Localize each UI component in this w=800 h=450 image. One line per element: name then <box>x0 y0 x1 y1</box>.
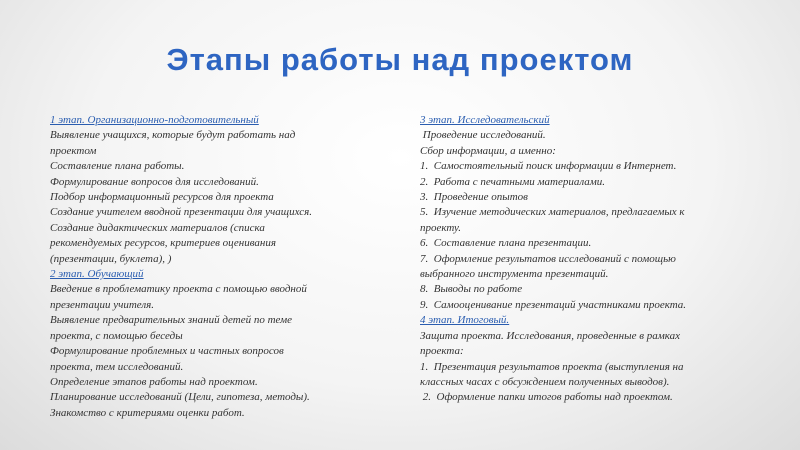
stage2-line: Формулирование проблемных и частных вопросов <box>50 345 284 358</box>
stage1-line: проектом <box>50 144 97 157</box>
stage3-line: 6. Составление плана презентации. <box>420 237 592 250</box>
stage3-line: 7. Оформление результатов исследований с помощью <box>420 252 676 265</box>
stage3-heading[interactable]: 3 этап. Исследовательский <box>420 114 550 126</box>
stage1-line: Выявление учащихся, которые будут работать над <box>50 129 296 142</box>
stage3-line: 5. Изучение методических материалов, предлагаемых к <box>420 206 685 219</box>
stage2-line: презентации учителя. <box>50 298 155 311</box>
stage2-line: Знакомство с критериями оценки работ. <box>50 406 245 419</box>
stage3-line: 1. Самостоятельный поиск информации в Интернет. <box>420 160 677 173</box>
stage2-line: проекта, тем исследований. <box>50 360 184 373</box>
stage2-line: Выявление предварительных знаний детей по теме <box>50 314 293 327</box>
left-column <box>50 113 375 421</box>
stage1-line: Создание дидактических материалов (списка <box>50 221 265 234</box>
stage3-line: Сбор информации, а именно: <box>420 144 556 157</box>
stage3-line: 2. Работа с печатными материалами. <box>420 175 606 188</box>
right-column <box>420 113 750 406</box>
stage2-line: Введение в проблематику проекта с помощью вводной <box>50 283 307 296</box>
stage1-line: (презентации, буклета), ) <box>50 252 172 265</box>
stage1-line: Подбор информационный ресурсов для проекта <box>50 191 274 204</box>
stage3-line: 3. Проведение опытов <box>420 191 528 204</box>
stage4-line: 1. Презентация результатов проекта (выступления на <box>420 360 684 373</box>
stage3-line: Проведение исследований. <box>420 129 546 142</box>
stage2-line: Планирование исследований (Цели, гипотеза, методы). <box>50 391 310 404</box>
stage4-heading[interactable]: 4 этап. Итоговый. <box>420 314 510 327</box>
stage2-heading[interactable]: 2 этап. Обучающий <box>50 268 144 281</box>
stage1-line: Формулирование вопросов для исследований. <box>50 175 259 188</box>
stage2-line: проекта, с помощью беседы <box>50 329 183 342</box>
stage1-heading[interactable]: 1 этап. Организационно-подготовительный <box>50 114 259 126</box>
stage3-line: проекту. <box>420 221 461 234</box>
stage4-line: 2. Оформление папки итогов работы над проектом. <box>420 391 673 404</box>
stage1-line: Составление плана работы. <box>50 160 185 173</box>
stage4-line: проекта: <box>420 345 464 358</box>
slide-title: Этапы работы над проектом <box>166 42 634 77</box>
stage1-line: рекомендуемых ресурсов, критериев оценивания <box>50 237 276 250</box>
stage4-line: классных часах с обсуждением полученных выводов). <box>420 375 670 388</box>
stage4-line: Защита проекта. Исследования, проведенные в рамках <box>420 329 681 342</box>
stage3-line: 9. Самооценивание презентаций участниками проекта. <box>420 298 687 311</box>
stage2-line: Определение этапов работы над проектом. <box>50 375 258 388</box>
stage1-line: Создание учителем вводной презентации для учащихся. <box>50 206 312 219</box>
stage3-line: 8. Выводы по работе <box>420 283 523 296</box>
stage3-line: выбранного инструмента презентаций. <box>420 268 609 281</box>
